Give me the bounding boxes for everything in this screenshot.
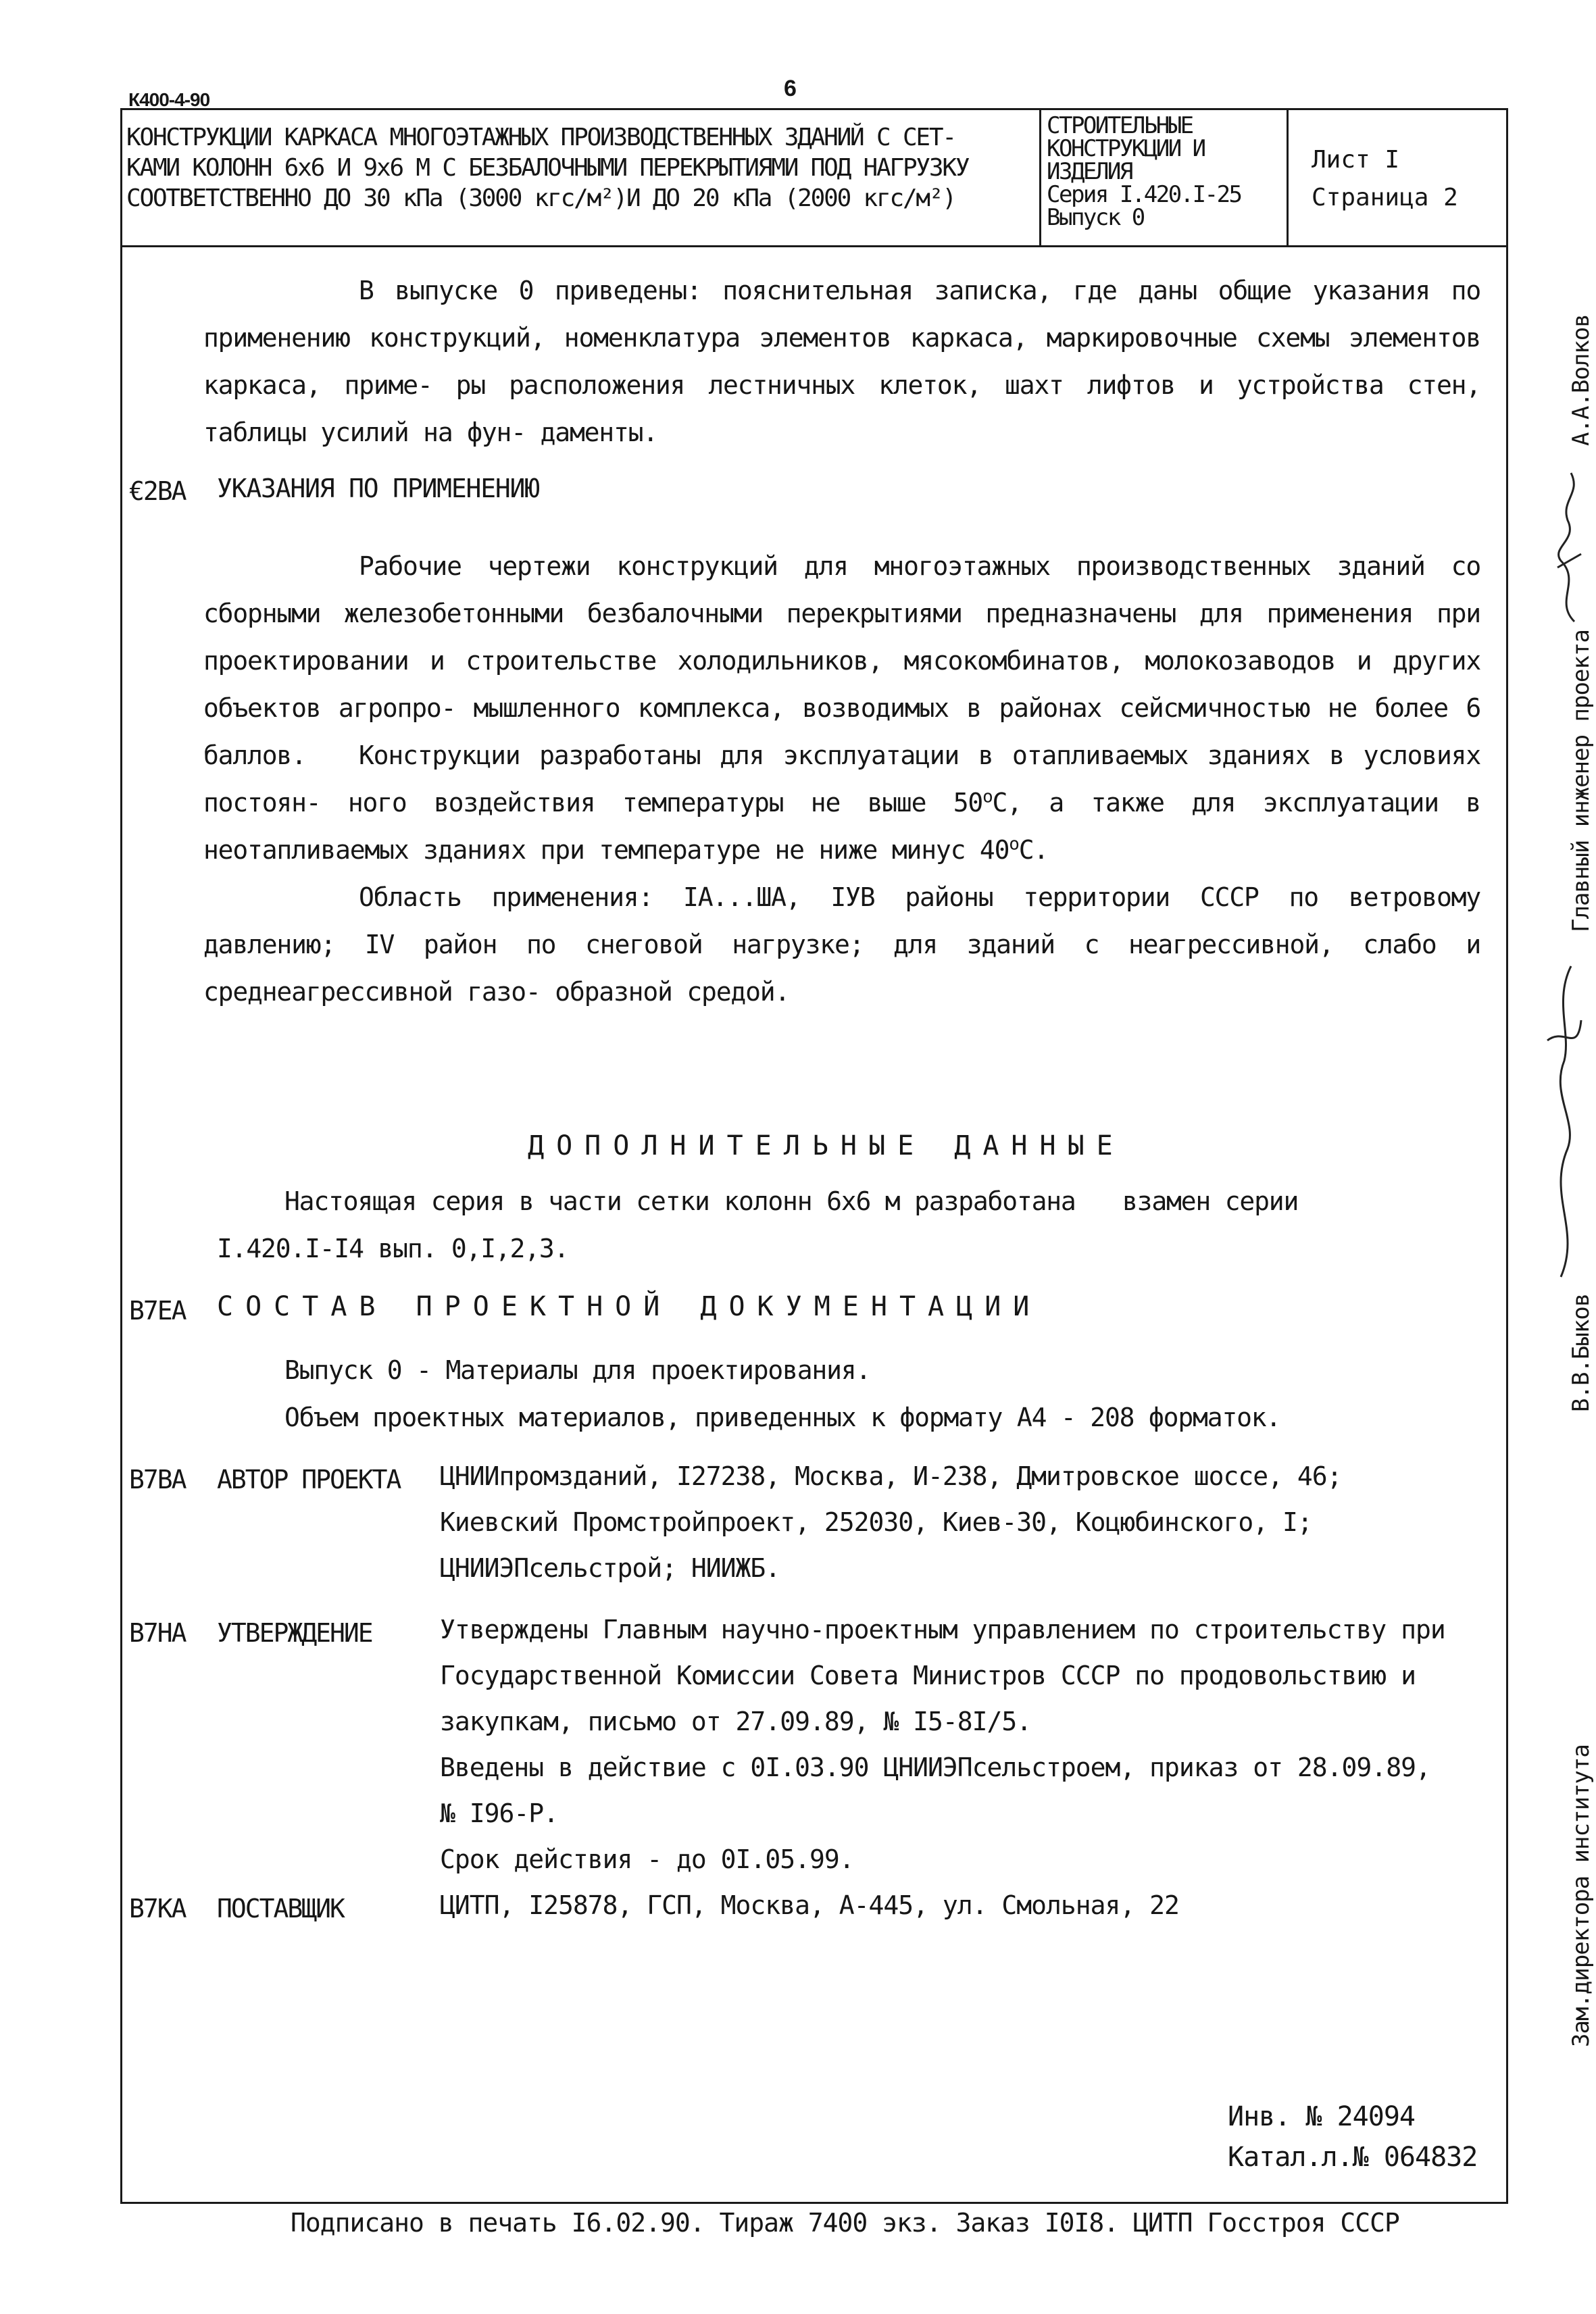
signature-mark <box>1541 959 1588 1284</box>
catalog-number: 064832 <box>1383 2142 1478 2173</box>
section-code: В7ВА <box>129 1465 186 1494</box>
title-line: КОНСТРУКЦИИ КАРКАСА МНОГОЭТАЖНЫХ ПРОИЗВОДСТВЕННЫХ ЗДАНИЙ С СЕТ- <box>126 124 955 151</box>
section-code: В7ЕА <box>129 1296 186 1326</box>
inventory-label: Инв. № <box>1228 2101 1322 2132</box>
approval-label: УТВЕРЖДЕНИЕ <box>217 1618 372 1648</box>
approval-line: Государственной Комиссии Совета Министров СССР по продовольствию и <box>440 1661 1416 1690</box>
series-line: ИЗДЕЛИЯ <box>1047 158 1132 185</box>
intro-paragraph: В выпуске 0 приведены: пояснительная записка, где даны общие указания по применению конструкций, номенклатура элементов каркаса, маркировочные схемы элементов каркаса, приме- ры расположения лестничных клеток, шахт лифтов и устройства стен, таблицы усилий на фун- даменты. <box>203 276 1480 447</box>
additional-line-1b: взамен серии <box>1122 1186 1299 1216</box>
signer-name: А.А.Волков <box>1568 314 1595 446</box>
page-number: 6 <box>784 76 797 101</box>
series-line: СТРОИТЕЛЬНЫЕ <box>1047 112 1193 139</box>
series-line: КОНСТРУКЦИИ И <box>1047 135 1205 162</box>
print-footer: Подписано в печать I6.02.90. Тираж 7400 экз. Заказ I0I8. ЦИТП Госстроя СССР <box>291 2208 1399 2238</box>
title-line: КАМИ КОЛОНН 6х6 И 9х6 М С БЕЗБАЛОЧНЫМИ ПЕРЕКРЫТИЯМИ ПОД НАГРУЗКУ <box>126 154 969 182</box>
usage-heading: УКАЗАНИЯ ПО ПРИМЕНЕНИЮ <box>217 474 539 503</box>
additional-heading: ДОПОЛНИТЕЛЬНЫЕ ДАННЫЕ <box>528 1130 1125 1161</box>
author-line: Киевский Промстройпроект, 252030, Киев-30, Коцюбинского, I; <box>440 1507 1312 1537</box>
supplier-label: ПОСТАВЩИК <box>217 1894 344 1923</box>
usage-text: С. <box>1018 835 1049 865</box>
usage-paragraph-2 <box>203 732 1480 874</box>
composition-heading: СОСТАВ ПРОЕКТНОЙ ДОКУМЕНТАЦИИ <box>217 1291 1042 1322</box>
catalog-label: Катал.л.№ <box>1228 2142 1368 2173</box>
signer-role: Зам.директора института <box>1568 1744 1595 2047</box>
additional-line-2: I.420.I-I4 вып. 0,I,2,3. <box>217 1234 569 1263</box>
approval-details <box>440 1607 1453 1882</box>
supplier-details: ЦИТП, I25878, ГСП, Москва, А-445, ул. Смольная, 22 <box>440 1890 1179 1920</box>
document-body <box>122 245 1506 2202</box>
usage-paragraph-3: Область применения: IА...ШA, IУB районы территории СССР по ветровому давлению; IV район по снеговой нагрузке; для зданий с неагрессивной, слабо и среднеагрессивной газо- образной средой. <box>203 882 1480 1007</box>
degree-sign: о <box>1009 834 1019 855</box>
signer-role: Главный инженер проекта <box>1568 630 1595 932</box>
approval-line: Срок действия - до 0I.05.99. <box>440 1844 854 1874</box>
usage-text: С, а также для эксплуатации в неотапливаемых зданиях при температуре не ниже минус 40 <box>203 788 1480 865</box>
author-label: АВТОР ПРОЕКТА <box>217 1465 401 1494</box>
series-line: Серия I.420.I-25 <box>1047 181 1241 208</box>
page-frame <box>120 108 1508 2204</box>
series-line: Выпуск 0 <box>1047 204 1144 231</box>
author-line: ЦНИИЭПсельстрой; НИИЖБ. <box>440 1553 780 1583</box>
signer-name: В.В.Быков <box>1568 1293 1595 1412</box>
catalog-number-row <box>1228 2137 1477 2178</box>
title-line: СООТВЕТСТВЕННО ДО 30 кПа (3000 кгс/м²)И ДО 20 кПа (2000 кгс/м²) <box>126 184 955 212</box>
usage-paragraph-1: Рабочие чертежи конструкций для многоэтажных производственных зданий со сборными железобетонными безбалочными перекрытиями предназначены для применения при проектировании и строительстве холодильников, мясокомбинатов, молокозаводов и других объектов агропро- мышленного комплекса, возводимых в районах сейсмичностью не более 6 баллов. <box>203 551 1480 770</box>
composition-line-1: Выпуск 0 - Материалы для проектирования. <box>284 1355 871 1385</box>
composition-line-2: Объем проектных материалов, приведенных к формату А4 - 208 форматок. <box>284 1403 1281 1432</box>
degree-sign: о <box>982 786 993 807</box>
author-details <box>440 1453 1453 1591</box>
document-title <box>122 110 1041 245</box>
inventory-number: 24094 <box>1337 2101 1416 2132</box>
sheet-number: Лист I <box>1312 146 1400 174</box>
author-line: ЦНИИпромзданий, I27238, Москва, И-238, Дмитровское шоссе, 46; <box>440 1461 1342 1491</box>
signature-mark <box>1547 466 1588 628</box>
approval-line: № I96-Р. <box>440 1799 559 1828</box>
sheet-info <box>1289 110 1506 245</box>
usage-text: Конструкции разработаны для эксплуатации в отапливаемых зданиях в условиях постоян- ного воздействия температуры не выше 50 <box>203 740 1480 818</box>
section-code: В7КА <box>129 1894 186 1923</box>
section-code: В7НА <box>129 1618 186 1648</box>
approval-line: Утверждены Главным научно-проектным управлением по строительству при <box>440 1615 1445 1644</box>
section-code: €2ВА <box>129 476 186 506</box>
series-info <box>1041 110 1289 245</box>
inventory-number-row <box>1228 2096 1477 2137</box>
approval-line: закупкам, письмо от 27.09.89, № I5-8I/5. <box>440 1707 1032 1736</box>
sheet-page: Страница 2 <box>1312 184 1458 211</box>
document-code: К400-4-90 <box>128 89 210 110</box>
title-block <box>122 110 1506 247</box>
inventory-block <box>1228 2096 1477 2178</box>
approval-line: Введены в действие с 0I.03.90 ЦНИИЭПсельстроем, приказ от 28.09.89, <box>440 1753 1430 1782</box>
additional-line-1a: Настоящая серия в части сетки колонн 6х6 м разработана <box>284 1186 1076 1216</box>
